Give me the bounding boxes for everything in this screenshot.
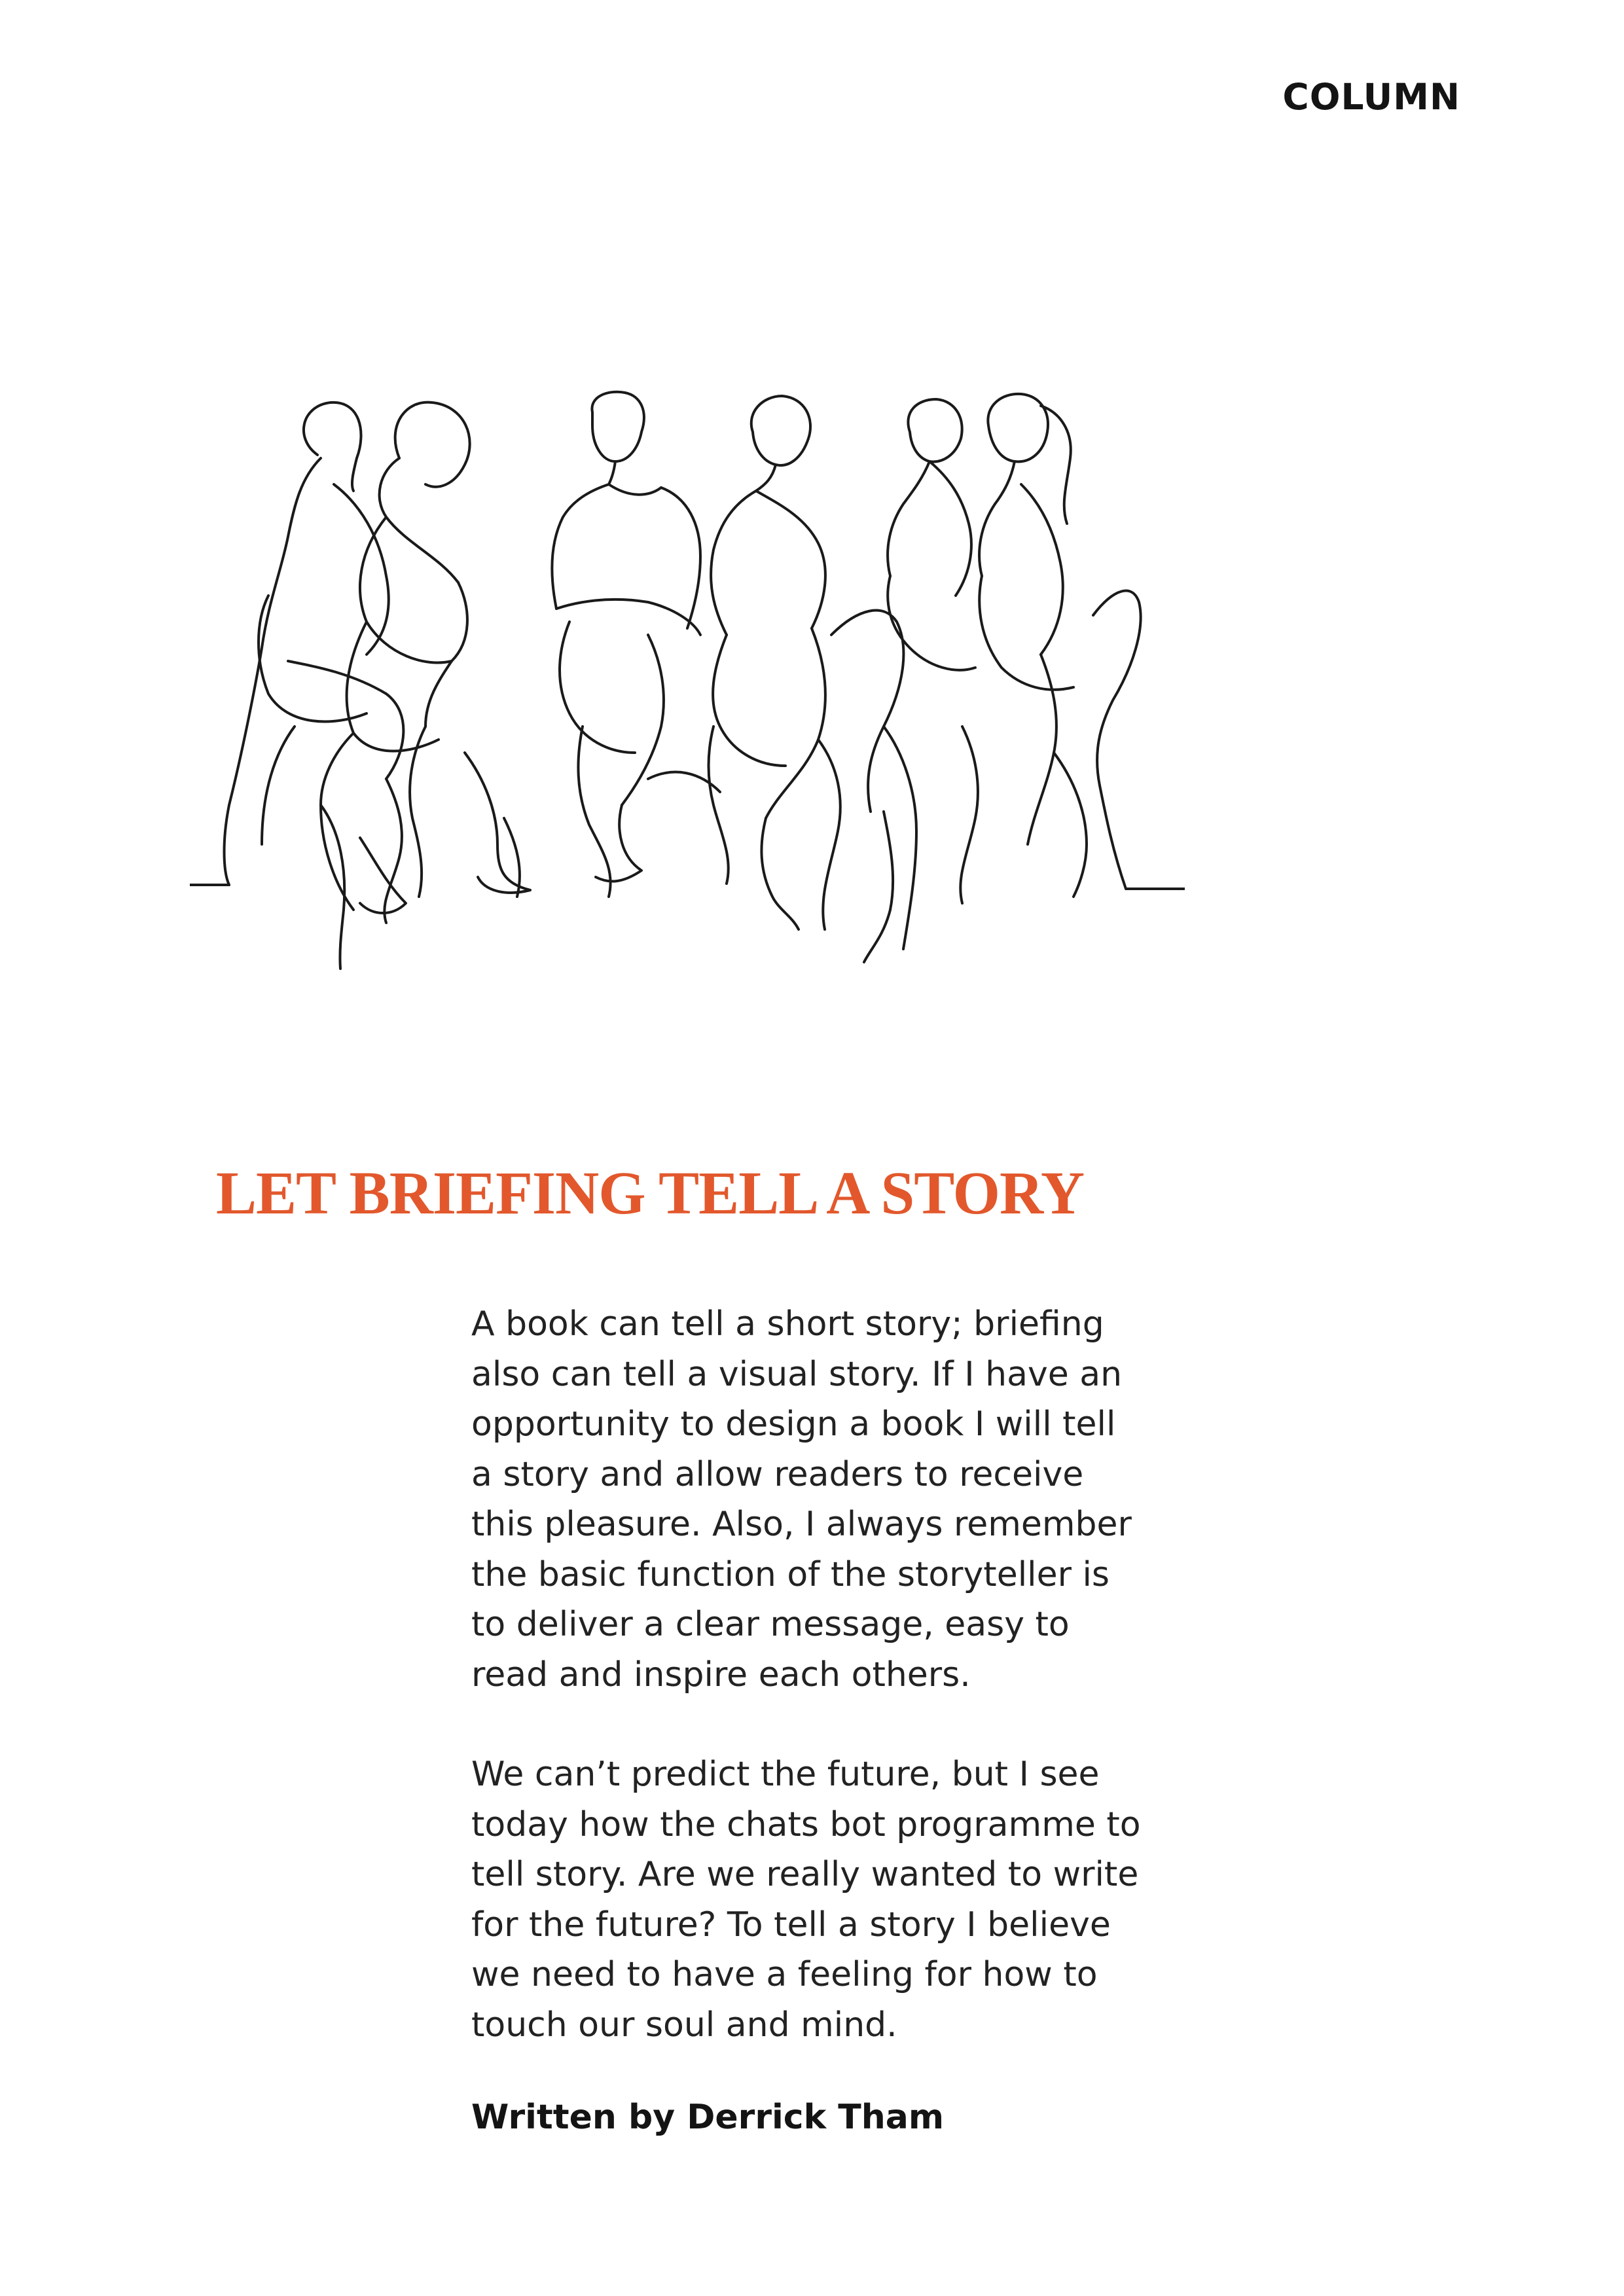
group-discussion-line-art-icon bbox=[190, 386, 1185, 1028]
section-label: COLUMN bbox=[1282, 76, 1460, 118]
author-byline: Written by Derrick Tham bbox=[471, 2098, 945, 2137]
article-body bbox=[471, 1299, 1146, 2100]
article-paragraph: We can’t predict the future, but I see today how the chats bot programme to tell story. Are we really wanted to write for the future? To tell a story I believe we need to have a feeling for how to touch our soul and mind. bbox=[471, 1755, 1141, 2045]
article-title: LET BRIEFING TELL A STORY bbox=[216, 1160, 1084, 1227]
group-discussion-illustration bbox=[190, 386, 1185, 1028]
article-paragraph: A book can tell a short story; briefing also can tell a visual story. If I have an opportunity to design a book I will tell a story and allow readers to receive this pleasure. Also, I always remember the basic function of the storyteller is to deliver a clear message, easy to read and inspire each others. bbox=[471, 1304, 1132, 1695]
